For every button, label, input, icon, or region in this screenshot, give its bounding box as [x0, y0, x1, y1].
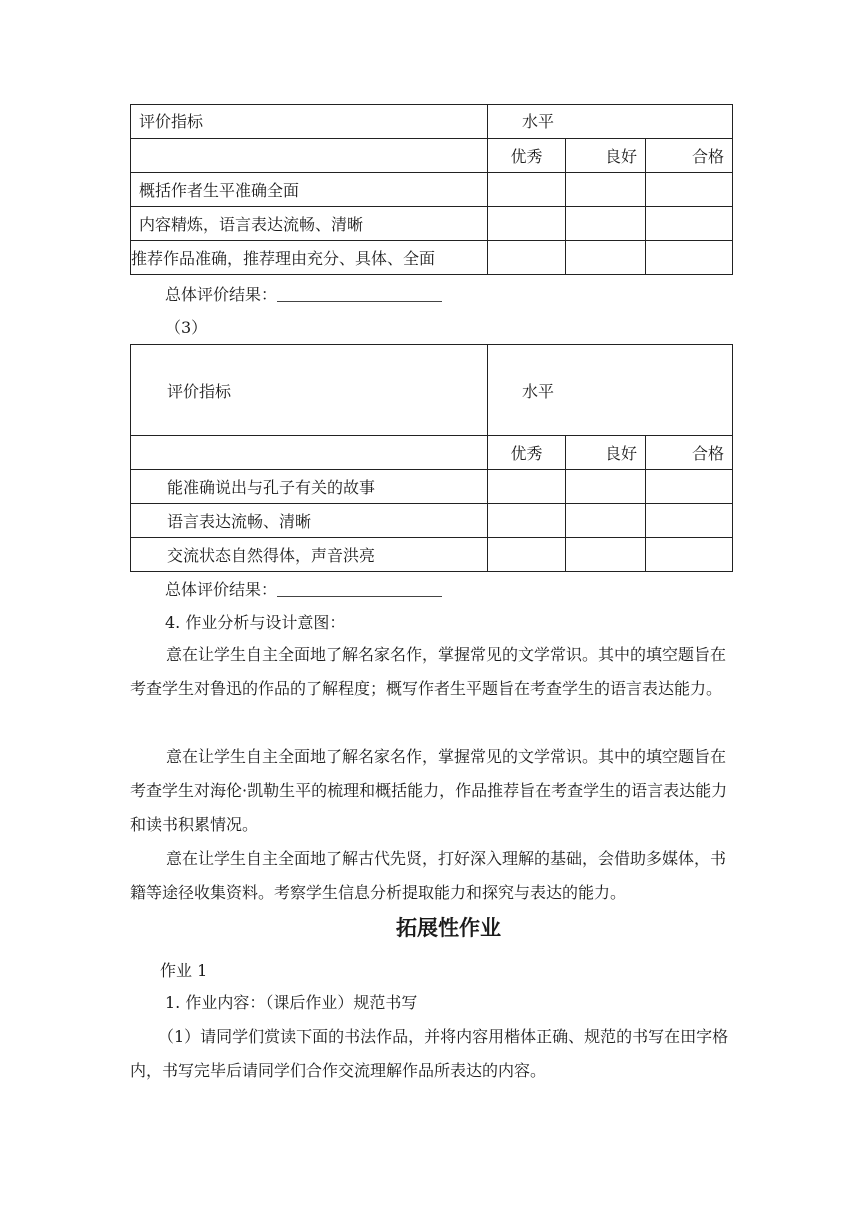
score-cell[interactable] — [488, 241, 566, 275]
analysis-paragraph: 意在让学生自主全面地了解名家名作，掌握常见的文学常识。其中的填空题旨在考查学生对鲁迅的作品的了解程度；概写作者生平题旨在考查学生的语言表达能力。 — [130, 645, 727, 698]
score-cell[interactable] — [488, 207, 566, 241]
result-blank[interactable] — [277, 287, 442, 302]
evaluation-table-1 — [130, 104, 733, 275]
header-indicator: 评价指标 — [131, 105, 488, 139]
score-cell[interactable] — [646, 241, 733, 275]
score-cell[interactable] — [646, 173, 733, 207]
score-cell[interactable] — [488, 470, 566, 504]
overall-result-label: 总体评价结果： — [165, 580, 278, 599]
subsection-3-label: （3） — [165, 318, 208, 337]
empty-cell — [131, 139, 488, 173]
table-row-label: 交流状态自然得体，声音洪亮 — [131, 538, 488, 572]
score-cell[interactable] — [488, 538, 566, 572]
score-cell[interactable] — [488, 504, 566, 538]
level-pass: 合格 — [646, 436, 733, 470]
header-indicator: 评价指标 — [131, 345, 488, 436]
score-cell[interactable] — [566, 241, 646, 275]
level-excellent: 优秀 — [488, 436, 566, 470]
table-row-label: 内容精炼，语言表达流畅、清晰 — [131, 207, 488, 241]
level-excellent: 优秀 — [488, 139, 566, 173]
homework-content: 1. 作业内容：（课后作业）规范书写 — [165, 993, 418, 1012]
score-cell[interactable] — [566, 470, 646, 504]
score-cell[interactable] — [566, 207, 646, 241]
level-good: 良好 — [566, 139, 646, 173]
overall-result-2 — [165, 577, 442, 600]
overall-result-1 — [165, 282, 442, 305]
table-row-label: 推荐作品准确，推荐理由充分、具体、全面 — [131, 241, 488, 275]
level-good: 良好 — [566, 436, 646, 470]
section-4-title: 4. 作业分析与设计意图： — [165, 613, 346, 632]
table-row-label: 概括作者生平准确全面 — [131, 173, 488, 207]
analysis-paragraph: 意在让学生自主全面地了解古代先贤，打好深入理解的基础，会借助多媒体，书籍等途径收集资料。考察学生信息分析提取能力和探究与表达的能力。 — [130, 849, 727, 902]
overall-result-label: 总体评价结果： — [165, 285, 278, 304]
homework-1-label: 作业 1 — [160, 961, 208, 980]
analysis-paragraph: 意在让学生自主全面地了解名家名作，掌握常见的文学常识。其中的填空题旨在考查学生对海伦·凯勒生平的梳理和概括能力，作品推荐旨在考查学生的语言表达能力和读书积累情况。 — [130, 747, 728, 834]
score-cell[interactable] — [646, 538, 733, 572]
header-level: 水平 — [488, 345, 733, 436]
result-blank[interactable] — [277, 582, 442, 597]
level-pass: 合格 — [646, 139, 733, 173]
score-cell[interactable] — [566, 173, 646, 207]
score-cell[interactable] — [646, 504, 733, 538]
score-cell[interactable] — [646, 470, 733, 504]
score-cell[interactable] — [566, 504, 646, 538]
header-level: 水平 — [488, 105, 733, 139]
empty-cell — [131, 436, 488, 470]
table-row-label: 语言表达流畅、清晰 — [131, 504, 488, 538]
score-cell[interactable] — [566, 538, 646, 572]
homework-instruction: （1）请同学们赏读下面的书法作品，并将内容用楷体正确、规范的书写在田字格内，书写完毕后请同学们合作交流理解作品所表达的内容。 — [130, 1027, 729, 1080]
extended-homework-heading: 拓展性作业 — [396, 916, 501, 940]
evaluation-table-2 — [130, 344, 733, 572]
table-row-label: 能准确说出与孔子有关的故事 — [131, 470, 488, 504]
score-cell[interactable] — [646, 207, 733, 241]
score-cell[interactable] — [488, 173, 566, 207]
